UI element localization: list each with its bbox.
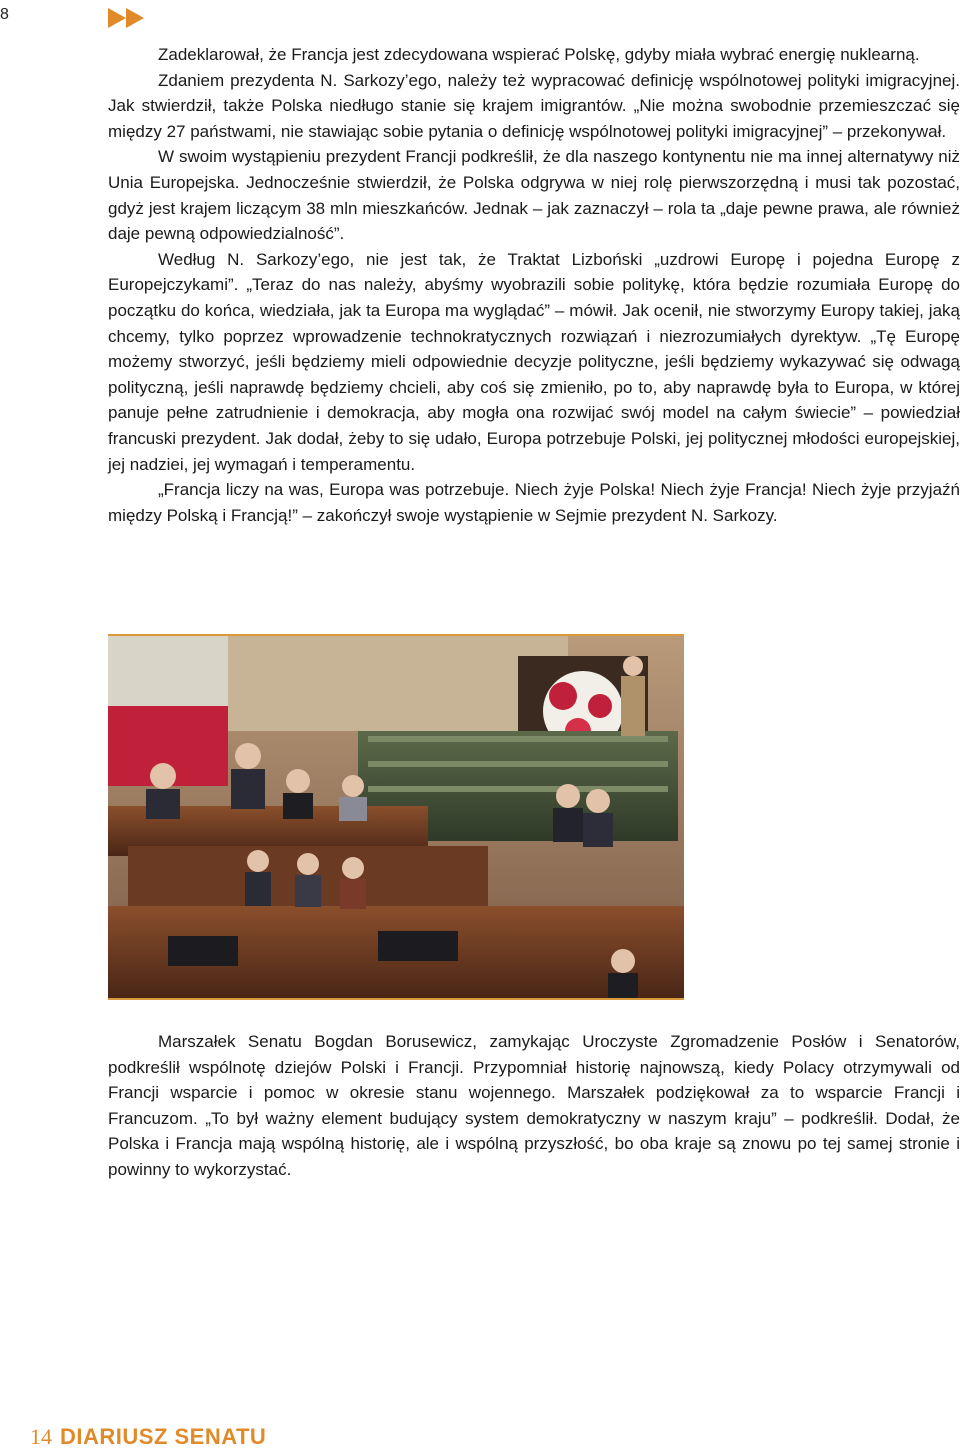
article-body-bottom	[108, 1029, 960, 1183]
double-arrow-icon	[108, 8, 146, 28]
photo-bottom-rule	[108, 998, 684, 1000]
footer-publication-title: DIARIUSZ SENATU	[60, 1424, 267, 1449]
paragraph: Zadeklarował, że Francja jest zdecydowana wspierać Polskę, gdyby miała wybrać energię nuklearną.	[158, 45, 920, 64]
footer-page-number: 14	[30, 1424, 52, 1449]
paragraph: W swoim wystąpieniu prezydent Francji podkreślił, że dla naszego kontynentu nie ma innej alternatywy niż Unia Europejska. Jednocześnie stwierdził, że Polska odgrywa w niej rolę pierwszorzędną i musi tak pozostać, gdyż jest krajem liczącym 38 mln mieszkańców. Jednak – jak zaznaczył – rola ta „daje pewne prawa, ale również daje pewną odpowiedzialność”.	[108, 147, 960, 244]
paragraph: Marszałek Senatu Bogdan Borusewicz, zamykając Uroczyste Zgromadzenie Posłów i Senatorów, podkreślił wspólnotę dziejów Polski i Francji. Przypomniał historię najnowszą, kiedy Polacy otrzymywali od Francji wsparcie i pomoc w okresie stanu wojennego. Marszałek podziękował za to wsparcie Francji i Francuzom. „To był ważny element budujący system demokratyczny w naszym kraju” – podkreślił. Dodał, że Polska i Francja mają wspólną historię, ale i wspólną przyszłość, bo oba kraje są znowu po tej samej stronie i powinny to wykorzystać.	[108, 1032, 960, 1179]
page-footer	[30, 1424, 266, 1450]
article-body-top	[108, 42, 960, 528]
paragraph: Według N. Sarkozy’ego, nie jest tak, że Traktat Lizboński „uzdrowi Europę i pojedna Europę z Europejczykami”. „Teraz do nas należy, abyśmy wyobrazili sobie politykę, która będzie rozumiała Europę do początku do końca, wiedziała, jak ta Europa ma wyglądać” – mówił. Jak ocenił, nie stworzymy Europy takiej, jaką chcemy, tylko poprzez wprowadzenie technokratycznych rozwiązań i niezrozumiałych dyrektyw. „Tę Europę możemy stworzyć, jeśli będziemy mieli odpowiednie decyzje polityczne, jeśli będziemy wykazywać się odwagą polityczną, jeśli naprawdę będziemy chcieli, aby coś się zmieniło, po to, aby naprawdę była to Europa, w której panuje pełne zatrudnienie i demokracja, aby mogła ona rozwijać swój model na całym świecie” – powiedział francuski prezydent. Jak dodał, żeby to się udało, Europa potrzebuje Polski, jej politycznej młodości europejskiej, jej nadziei, jej wymagań i temperamentu.	[108, 249, 960, 474]
paragraph: „Francja liczy na was, Europa was potrzebuje. Niech żyje Polska! Niech żyje Francja! Niech żyje przyjaźń między Polską i Francją!” – zakończył swoje wystąpienie w Sejmie prezydent N. Sarkozy.	[108, 480, 960, 525]
page-index-number: 8	[0, 6, 9, 23]
paragraph: Zdaniem prezydenta N. Sarkozy’ego, należy też wypracować definicję wspólnotowej polityki imigracyjnej. Jak stwierdził, także Polska niedługo stanie się krajem imigrantów. „Nie można swobodnie przemieszczać się między 27 państwami, nie stawiając sobie pytania o definicję wspólnotowej polityki imigracyjnej” – przekonywał.	[108, 70, 960, 141]
sejm-assembly-photo	[108, 636, 684, 998]
